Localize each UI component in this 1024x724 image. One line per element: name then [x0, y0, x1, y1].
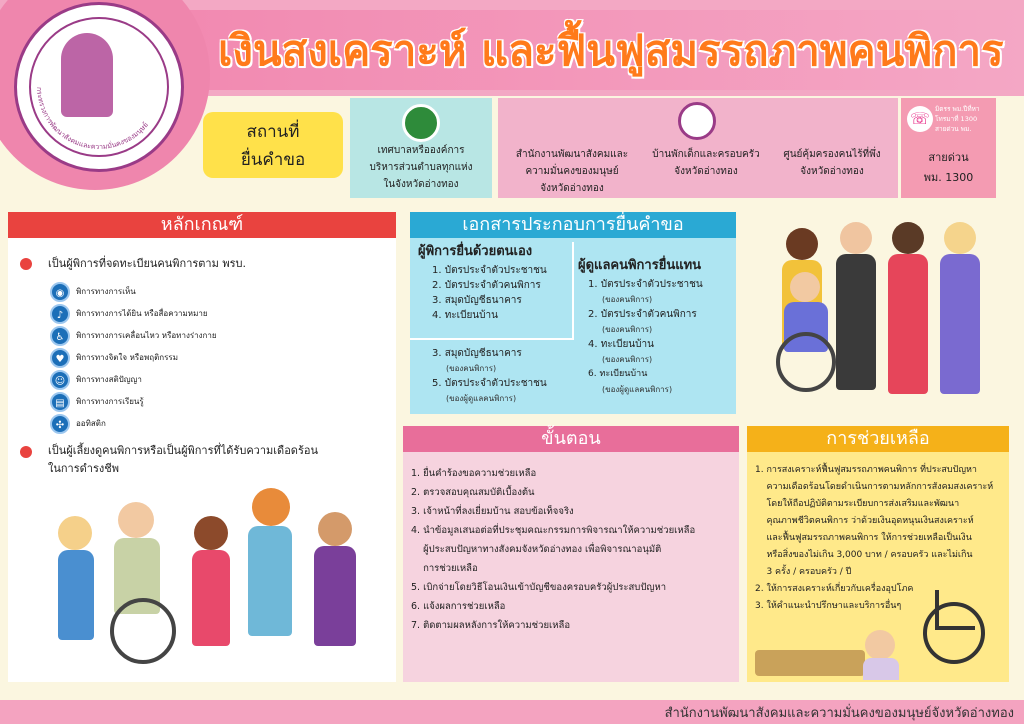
adult-wheelchair-head: [790, 272, 820, 302]
office-b-line2: จังหวัดอ่างทอง: [674, 166, 738, 177]
disability-intellectual: [50, 370, 142, 390]
doc-item: 4. ทะเบียนบ้าน: [432, 310, 498, 321]
criteria-bullet-1: [20, 258, 32, 270]
criteria-item-2-line2: ในการดำรงชีพ: [48, 462, 119, 475]
disability-label: พิการทางสติปัญญา: [76, 375, 142, 384]
disability-label: ออทิสติก: [76, 419, 106, 428]
heart-icon: ♥: [50, 348, 70, 368]
location-label-line1: สถานที่: [246, 122, 300, 142]
ministry-small-seal-icon: [678, 102, 716, 140]
location-municipality-line1: เทศบาลหรือองค์การ: [377, 145, 465, 156]
step-item: 2. ตรวจสอบคุณสมบัติเบื้องต้น: [411, 487, 535, 498]
adult-4-head: [944, 222, 976, 254]
office-a-line3: จังหวัดอ่างทอง: [540, 183, 604, 194]
officer-head: [865, 630, 895, 660]
documents-divider-horizontal: [410, 338, 574, 340]
hotline-logo: [907, 104, 991, 140]
doc-item: 2. บัตรประจำตัวคนพิการ: [588, 309, 697, 320]
consumer-goods-illustration: [755, 650, 865, 676]
step-item: การช่วยเหลือ: [411, 563, 478, 574]
eye-icon: ◉: [50, 282, 70, 302]
ear-icon: ♪: [50, 304, 70, 324]
office-a-line1: สำนักงานพัฒนาสังคมและ: [515, 149, 629, 160]
location-office-c: [770, 146, 894, 180]
assistance-item: คุณภาพชีวิตคนพิการ ว่าด้วยเงินอุดหนุนเงินสงเคราะห์: [755, 516, 974, 526]
wheelchair-wheel: [110, 598, 176, 664]
step-item: 6. แจ้งผลการช่วยเหลือ: [411, 601, 506, 612]
doc-item: 4. ทะเบียนบ้าน: [588, 339, 654, 350]
documents-self-title: ผู้พิการยื่นด้วยตนเอง: [418, 244, 533, 259]
head-icon: ☺: [50, 370, 70, 390]
puzzle-icon: ✣: [50, 414, 70, 434]
location-municipality: [350, 98, 492, 198]
child-3-head: [194, 516, 228, 550]
hotline-text: [901, 148, 996, 188]
step-item: 5. เบิกจ่ายโดยวิธีโอนเงินเข้าบัญชีของครอบครัวผู้ประสบปัญหา: [411, 582, 667, 593]
footer-text: สำนักงานพัฒนาสังคมและความมั่นคงของมนุษย์จังหวัดอ่างทอง: [664, 706, 1014, 721]
doc-item-sub: (ของคนพิการ): [602, 295, 653, 304]
disability-mental: [50, 348, 178, 368]
assistance-item: โดยให้ถือปฏิบัติตามระเบียบการส่งเสริมและพัฒนา: [755, 499, 960, 509]
adult-1-head: [786, 228, 818, 260]
hotline-logo-icon: ☏: [907, 106, 933, 132]
assistance-item: ความเดือดร้อนโดยดำเนินการตามหลักการสังคมสงเคราะห์: [755, 482, 994, 492]
documents-caregiver: [578, 258, 734, 397]
child-5-body: [314, 546, 356, 646]
criteria-panel: [8, 238, 396, 682]
steps-panel: [403, 452, 739, 682]
disability-visual: [50, 282, 136, 302]
documents-panel: [410, 238, 736, 414]
adult-4-body: [940, 254, 980, 394]
book-icon: ▤: [50, 392, 70, 412]
disability-autism: [50, 414, 106, 434]
doc-item: 1. บัตรประจำตัวประชาชน: [432, 265, 547, 276]
doc-item-sub: (ของคนพิการ): [602, 325, 653, 334]
location-municipality-line2: บริหารส่วนตำบลทุกแห่ง: [369, 162, 473, 173]
footer: [0, 700, 1024, 724]
step-item: ผู้ประสบปัญหาทางสังคมจังหวัดอ่างทอง เพื่อพิจารณาอนุมัติ: [411, 544, 662, 555]
doc-item-sub: (ของผู้ดูแลคนพิการ): [602, 385, 673, 394]
disability-label: พิการทางการเคลื่อนไหว หรือทางร่างกาย: [76, 331, 217, 340]
step-item: 4. นำข้อมูลเสนอต่อที่ประชุมคณะกรรมการพิจารณาให้ความช่วยเหลือ: [411, 525, 696, 536]
location-municipality-line3: ในจังหวัดอ่างทอง: [383, 179, 459, 190]
hotline-logo-text: [935, 104, 980, 134]
assistance-item: 3 ครั้ง / ครอบครัว / ปี: [755, 567, 852, 577]
office-c-line1: ศูนย์คุ้มครองคนไร้ที่พึ่ง: [783, 149, 881, 160]
hotline-logo-line2: โทรมาที่ 1300: [935, 115, 978, 123]
location-label: [203, 112, 343, 178]
disability-mobility: [50, 326, 217, 346]
office-c-line2: จังหวัดอ่างทอง: [800, 166, 864, 177]
page-title: เงินสงเคราะห์ และฟื้นฟูสมรรถภาพคนพิการ: [218, 26, 1004, 75]
criteria-item-2: [48, 442, 318, 478]
deity-figure-icon: [61, 33, 113, 117]
documents-divider: [572, 242, 574, 338]
adults-illustration: [760, 214, 1010, 414]
assistance-heading: การช่วยเหลือ: [747, 426, 1009, 452]
disability-label: พิการทางการได้ยิน หรือสื่อความหมาย: [76, 309, 208, 318]
doc-item-sub: (ของผู้ดูแลคนพิการ): [446, 394, 517, 403]
adult-3-head: [892, 222, 924, 254]
assistance-item: และฟื้นฟูสมรรถภาพคนพิการ ให้การช่วยเหลือเป็นเงิน: [755, 533, 972, 543]
location-office-a: [502, 146, 642, 197]
disability-hearing: [50, 304, 208, 324]
child-1-body: [58, 550, 94, 640]
child-4-body: [248, 526, 292, 636]
criteria-heading: หลักเกณฑ์: [8, 212, 396, 238]
disability-label: พิการทางจิตใจ หรือพฤติกรรม: [76, 353, 178, 362]
assistance-item: 1. การสงเคราะห์ฟื้นฟูสมรรถภาพคนพิการ ที่ประสบปัญหา: [755, 465, 977, 475]
documents-self-list: [418, 263, 572, 323]
documents-heading: เอกสารประกอบการยื่นคำขอ: [410, 212, 736, 238]
criteria-item-1: เป็นผู้พิการที่จดทะเบียนคนพิการตาม พรบ.: [48, 257, 246, 270]
doc-item-sub: (ของคนพิการ): [446, 364, 497, 373]
criteria-bullet-2: [20, 446, 32, 458]
child-4-head: [252, 488, 290, 526]
doc-item: 6. ทะเบียนบ้าน: [588, 369, 648, 379]
hotline-line2: พม. 1300: [923, 171, 974, 184]
seal-ring-textpath: กระทรวงการพัฒนาสังคมและความมั่นคงของมนุษย์: [34, 86, 150, 152]
doc-item-sub: (ของคนพิการ): [602, 355, 653, 364]
office-a-line2: ความมั่นคงของมนุษย์: [525, 166, 619, 177]
ministry-seal-logo: [14, 2, 184, 172]
documents-self: [418, 244, 572, 323]
wheelchair-wheel: [776, 332, 836, 392]
assistance-item: หรือสิ่งของไม่เกิน 3,000 บาท / ครอบครัว และไม่เกิน: [755, 550, 973, 560]
doc-item: 3. สมุดบัญชีธนาคาร: [432, 295, 522, 306]
documents-caregiver-title: ผู้ดูแลคนพิการยื่นแทน: [578, 258, 702, 273]
assistance-item: 2. ให้การสงเคราะห์เกี่ยวกับเครื่องอุปโภค: [755, 584, 914, 594]
documents-caregiver-list: [578, 277, 734, 397]
doc-item: 5. บัตรประจำตัวประชาชน: [432, 378, 547, 389]
assistance-item: 3. ให้คำแนะนำปรึกษาและบริการอื่นๆ: [755, 601, 902, 611]
child-3-body: [192, 550, 230, 646]
officer-body: [863, 658, 899, 680]
hotline-logo-line1: มิตรร พม.ปีที่หา: [935, 105, 980, 113]
criteria-item-2-line1: เป็นผู้เลี้ยงดูคนพิการหรือเป็นผู้พิการที่ได้รับความเดือดร้อน: [48, 444, 318, 457]
child-5-head: [318, 512, 352, 546]
doc-item: 3. สมุดบัญชีธนาคาร: [432, 348, 522, 359]
adult-2-body: [836, 254, 876, 390]
children-illustration: [48, 488, 388, 678]
doc-item: 1. บัตรประจำตัวประชาชน: [588, 279, 703, 290]
wheelchair-icon: ♿: [50, 326, 70, 346]
location-office-b: [644, 146, 768, 180]
child-2-head: [118, 502, 154, 538]
disability-label: พิการทางการเรียนรู้: [76, 397, 144, 406]
step-item: 7. ติดตามผลหลังการให้ความช่วยเหลือ: [411, 620, 571, 631]
location-provincial-offices: [498, 98, 898, 198]
documents-rep-extra: [432, 346, 572, 406]
steps-heading: ขั้นตอน: [403, 426, 739, 452]
wheelchair-frame: [935, 590, 975, 630]
location-label-line2: ยื่นคำขอ: [240, 150, 306, 170]
child-1-head: [58, 516, 92, 550]
step-item: 1. ยื่นคำร้องขอความช่วยเหลือ: [411, 468, 537, 479]
step-item: 3. เจ้าหน้าที่ลงเยี่ยมบ้าน สอบข้อเท็จจริง: [411, 506, 574, 517]
hotline-box: [901, 98, 996, 198]
hotline-logo-line3: สายด่วน พม.: [935, 125, 972, 133]
office-b-line1: บ้านพักเด็กและครอบครัว: [652, 149, 760, 160]
disability-learning: [50, 392, 144, 412]
assistance-panel: [747, 452, 1009, 682]
doc-item: 2. บัตรประจำตัวคนพิการ: [432, 280, 541, 291]
disability-label: พิการทางการเห็น: [76, 287, 136, 296]
adult-2-head: [840, 222, 872, 254]
municipality-logo-icon: [402, 104, 440, 142]
hotline-line1: สายด่วน: [928, 151, 969, 164]
adult-3-body: [888, 254, 928, 394]
